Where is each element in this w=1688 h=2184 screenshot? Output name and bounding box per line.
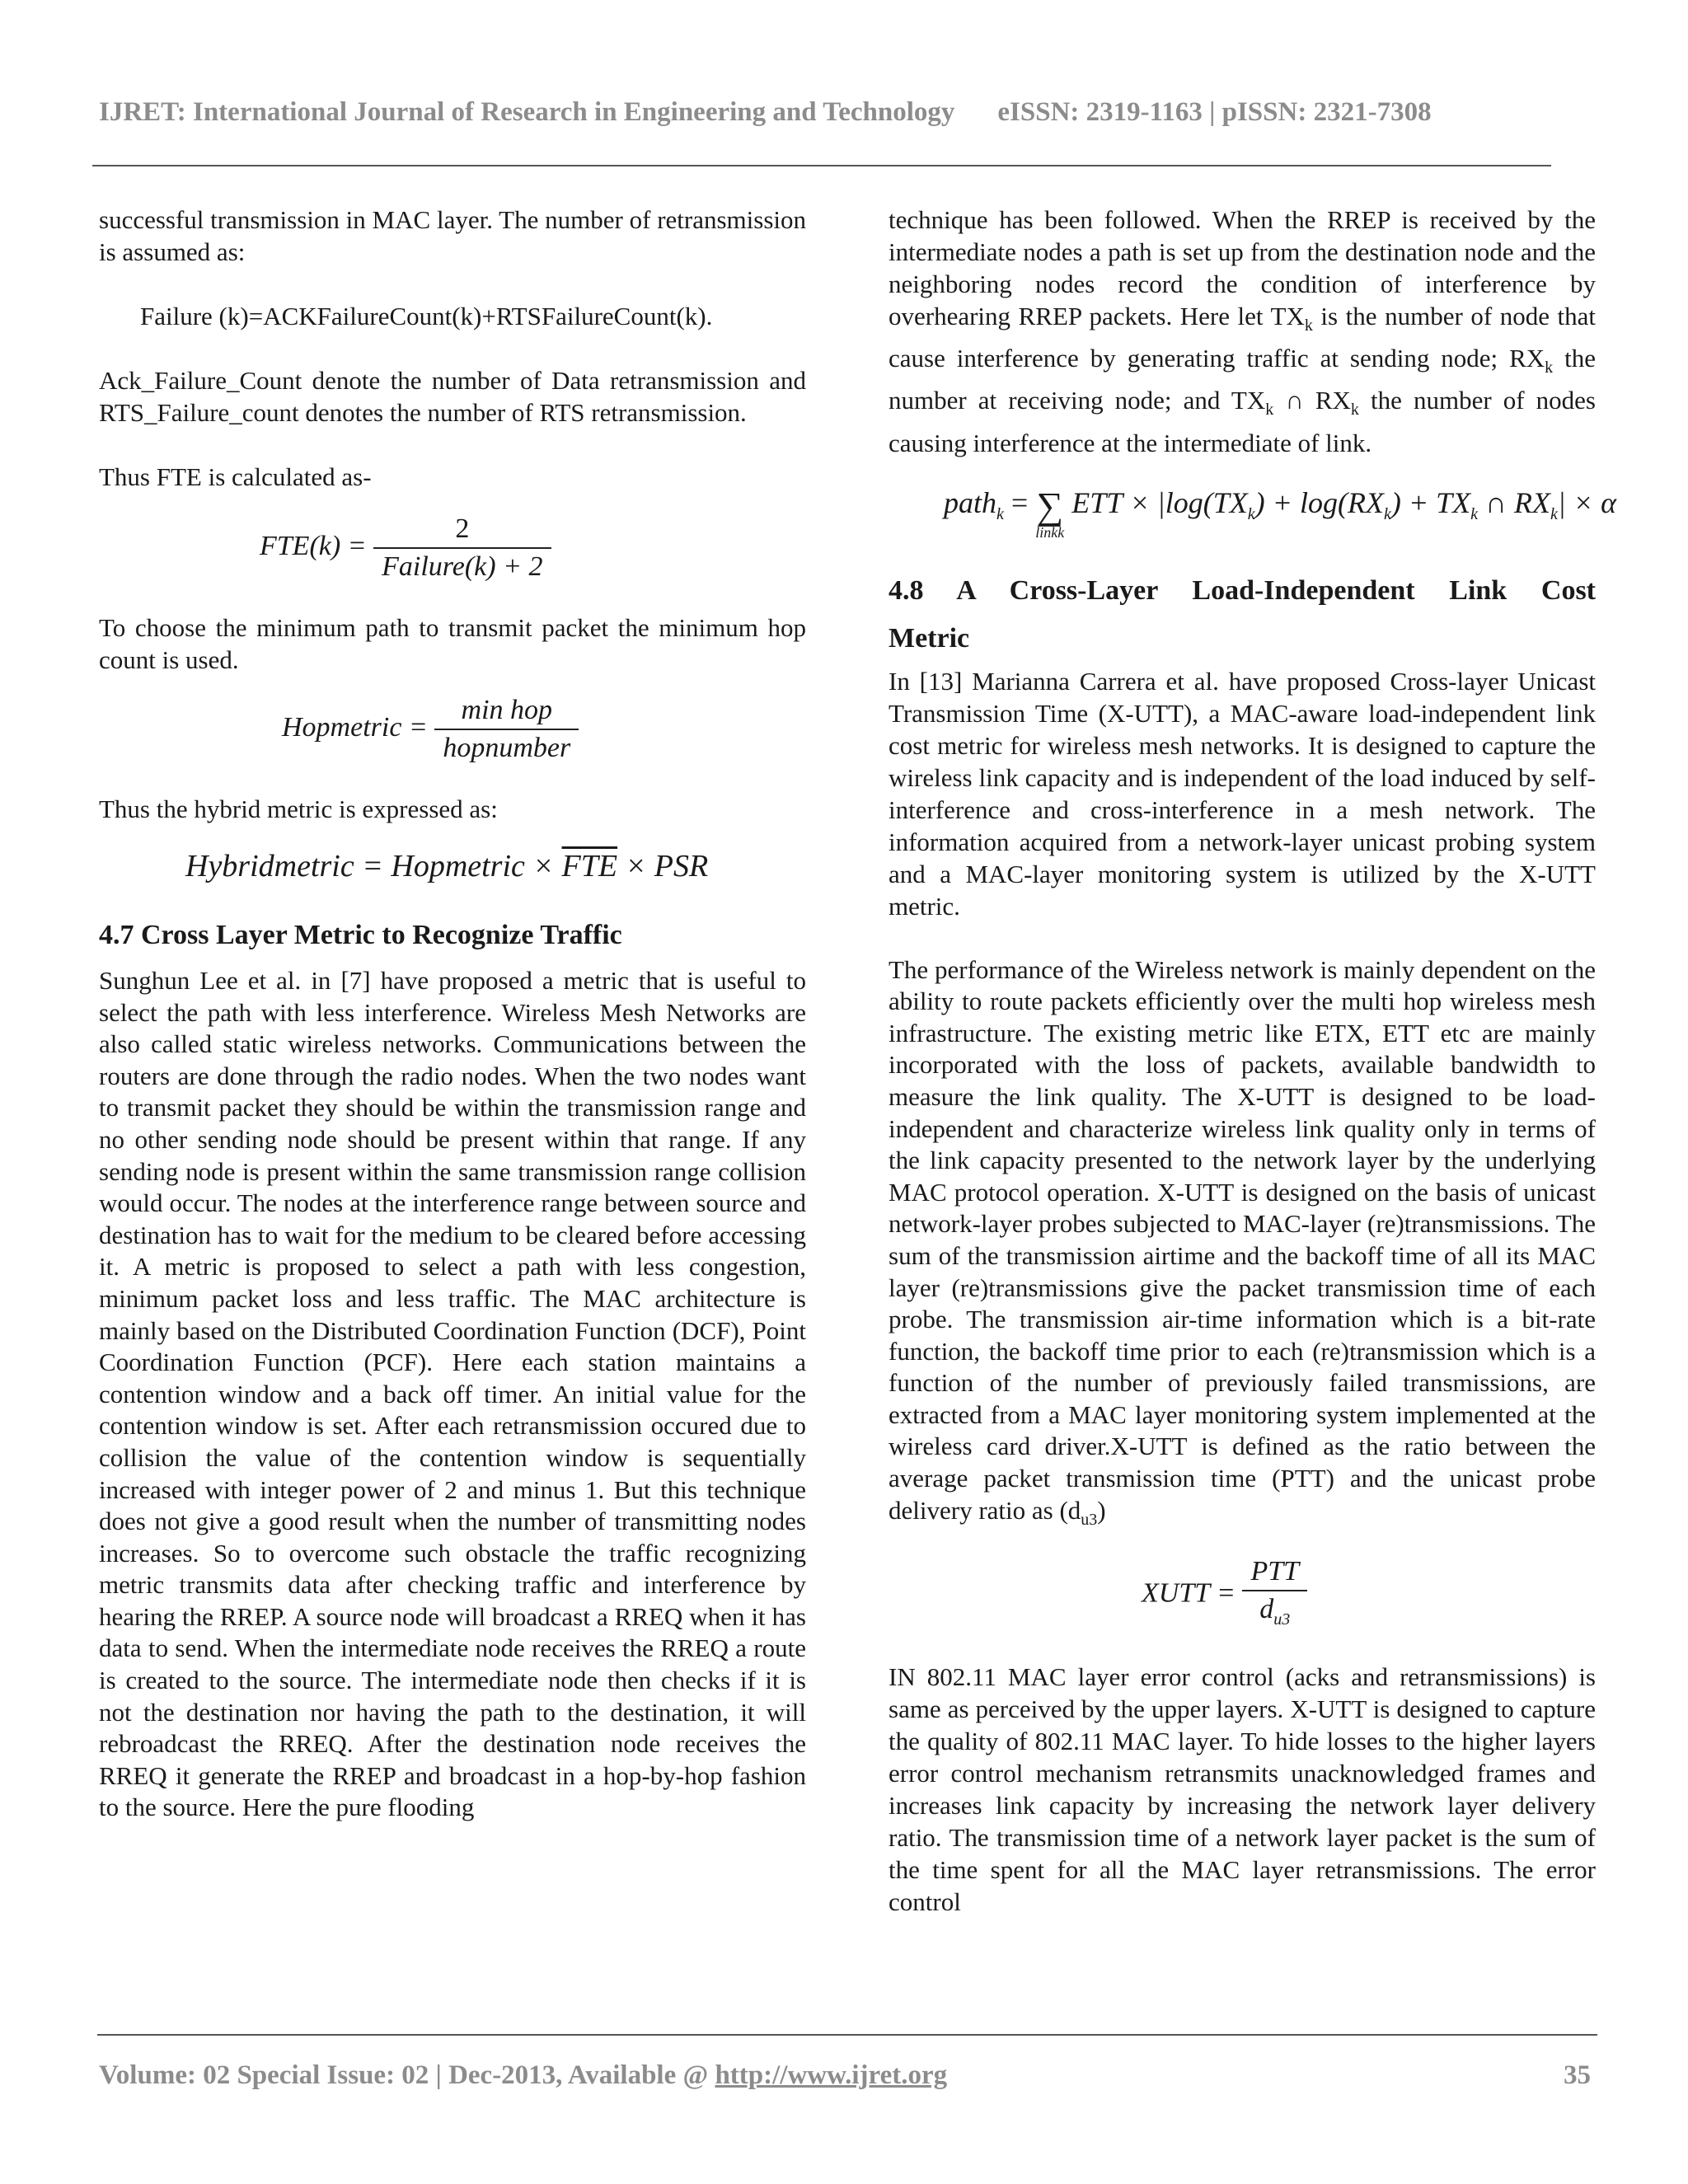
xutt-numerator: PTT bbox=[1242, 1554, 1307, 1591]
xutt-equation bbox=[1142, 1554, 1596, 1639]
sum-subscript: linkk bbox=[1035, 523, 1065, 541]
fte-numerator: 2 bbox=[373, 511, 551, 549]
paragraph: To choose the minimum path to transmit packet the minimum hop count is used. bbox=[99, 613, 806, 674]
xutt-denominator: $d_{u3}$ bbox=[1259, 1594, 1291, 1629]
paragraph: Sunghun Lee et al. in [7] have proposed a metric that is useful to select the path with less interference. Wireless Mesh Networks are also called static wireless networks. Communications between the routers are done through the radio nodes. When the two nodes want to transmit packet they should be within the transmission range and no other sending node should be present within that range. If any sending node is present within the same transmission range collision would occur. The nodes at the interference range between source and destination has to wait for the medium to be cleared before accessing it. A metric is proposed to select a path with less congestion, minimum packet loss and less traffic. The MAC architecture is mainly based on the Distributed Coordination Function (DCF), Point Coordination Function (PCF). Here each station maintains a contention window and a back off timer. An initial value for the contention window is set. After each retransmission occured due to collision the value of the contention window is sequentially increased with integer power of 2 and minus 1. But this technique does not give a good result when the number of transmitting nodes increases. So to overcome such obstacle the traffic recognizing metric transmits data after checking traffic and interference by hearing the RREP. A source node will broadcast a RREQ when it has data to send. When the intermediate node receives the RREQ a route is created to the source. The intermediate node then checks if it is not the destination nor having the path to the destination, it will rebroadcast the RREQ. After the destination node receives the RREQ it generate the RREP and broadcast in a hop-by-hop fashion to the source. Here the pure flooding bbox=[99, 966, 806, 1822]
hopmetric-lhs: Hopmetric = bbox=[282, 711, 428, 743]
hopmetric-denominator: hopnumber bbox=[443, 733, 571, 763]
paragraph: technique has been followed. When the RREP is received by the intermediate nodes a path is set up from the destination node and the neighboring nodes record the condition of interference by overhearing RREP packets. Here let $TX_k$ is the number of node that cause interference by generating traffic at sending node; $RX_k$ the number at receiving node; and $TX_k$ ∩ $RX_k$ the number of nodes causing interference at the intermediate of link. bbox=[889, 205, 1597, 457]
hybrid-equation bbox=[185, 846, 806, 896]
left-column bbox=[99, 204, 806, 1824]
journal-name: IJRET: International Journal of Research in Engineering and Technology bbox=[99, 97, 955, 127]
hybrid-lhs: Hybridmetric = Hopmetric × bbox=[185, 849, 555, 883]
journal-link[interactable]: http://www.ijret.org bbox=[715, 2060, 948, 2090]
path-equation: path$_k$ = ∑ linkk ETT × $|\log(TX_k) + \log(RX_k) + TX_k$ ∩ $RX_k| \times \alpha$ bbox=[944, 484, 1616, 541]
header-rule bbox=[92, 165, 1551, 166]
paragraph: In [13] Marianna Carrera et al. have proposed Cross-layer Unicast Transmission Time (X-UTT), a MAC-aware load-independent link cost metric for wireless mesh networks. It is designed to capture the wireless link capacity and is independent of the load induced by self-interference and cross-interference in a mesh network. The information acquired from a network-layer unicast probing system and a MAC-layer monitoring system is utilized by the X-UTT metric. bbox=[889, 666, 1596, 921]
section-4-8-title-cont: Metric bbox=[889, 622, 970, 654]
hopmetric-equation bbox=[282, 692, 806, 780]
hopmetric-fraction bbox=[434, 692, 579, 766]
running-header bbox=[99, 97, 1550, 128]
hybrid-fte-bar: $\overline{FTE}$ bbox=[561, 849, 618, 883]
fte-lhs: FTE(k) = bbox=[260, 530, 367, 561]
paragraph: Thus FTE is calculated as- bbox=[99, 462, 372, 491]
paragraph: Ack_Failure_Count denote the number of Data retransmission and RTS_Failure_count denotes the number of RTS retransmission. bbox=[99, 366, 806, 427]
section-4-8-title: 4.8 A Cross-Layer Load-Independent Link Cost bbox=[889, 574, 1596, 606]
paragraph: The performance of the Wireless network is mainly dependent on the ability to route packets efficiently over the multi hop wireless mesh infrastructure. The existing metric like ETX, ETT etc are mainly incorporated with the loss of packets, available bandwidth to measure the link quality. The X-UTT is designed to be load-independent and characterize wireless link quality only in terms of the link capacity presented to the network layer by the underlying MAC protocol operation. X-UTT is designed on the basis of unicast network-layer probes subjected to MAC-layer (re)transmissions. The sum of the transmission airtime and the backoff time of all its MAC layer (re)transmissions give the packet transmission time of each probe. The transmission air-time information which is a bit-rate function, the backoff time prior to each (re)transmission which is a function of the number of previously failed transmissions, are extracted from a MAC layer monitoring system implemented at the wireless card driver.X-UTT is defined as the ratio between the average packet transmission time (PTT) and the unicast probe delivery ratio as $(d_{u3})$ bbox=[889, 954, 1596, 1529]
hopmetric-numerator: min hop bbox=[434, 692, 579, 730]
footer-text: Volume: 02 Special Issue: 02 | Dec-2013, Available @ bbox=[99, 2060, 715, 2090]
paragraph: successful transmission in MAC layer. The number of retransmission is assumed as: bbox=[99, 205, 806, 266]
fte-denominator: Failure(k) + 2 bbox=[382, 551, 543, 582]
paragraph: IN 802.11 MAC layer error control (acks and retransmissions) is same as perceived by the upper layers. X-UTT is designed to capture the quality of 802.11 MAC layer. To hide losses to the higher layers error control mechanism retransmits unacknowledged frames and increases link capacity by increasing the network layer delivery ratio. The transmission time of a network layer packet is the sum of the time spent for all the MAC layer retransmissions. The error control bbox=[889, 1662, 1596, 1917]
page-number: 35 bbox=[1564, 2060, 1591, 2090]
sum-operator: ∑ linkk bbox=[1035, 484, 1065, 541]
section-4-7-title: 4.7 Cross Layer Metric to Recognize Traffic bbox=[99, 920, 622, 950]
failure-equation: Failure (k)=ACKFailureCount(k)+RTSFailureCount(k). bbox=[140, 302, 713, 330]
right-column bbox=[889, 204, 1616, 1918]
xutt-fraction bbox=[1242, 1554, 1307, 1638]
fte-equation bbox=[260, 511, 806, 600]
journal-issn: eISSN: 2319-1163 | pISSN: 2321-7308 bbox=[997, 97, 1432, 127]
fte-fraction bbox=[373, 511, 551, 585]
paragraph: Thus the hybrid metric is expressed as: bbox=[99, 794, 498, 823]
xutt-lhs: XUTT = bbox=[1142, 1578, 1236, 1610]
running-footer bbox=[99, 2060, 1591, 2091]
footer-rule bbox=[97, 2034, 1597, 2036]
hybrid-rhs: × PSR bbox=[625, 849, 709, 883]
path-lhs: path bbox=[944, 485, 997, 519]
